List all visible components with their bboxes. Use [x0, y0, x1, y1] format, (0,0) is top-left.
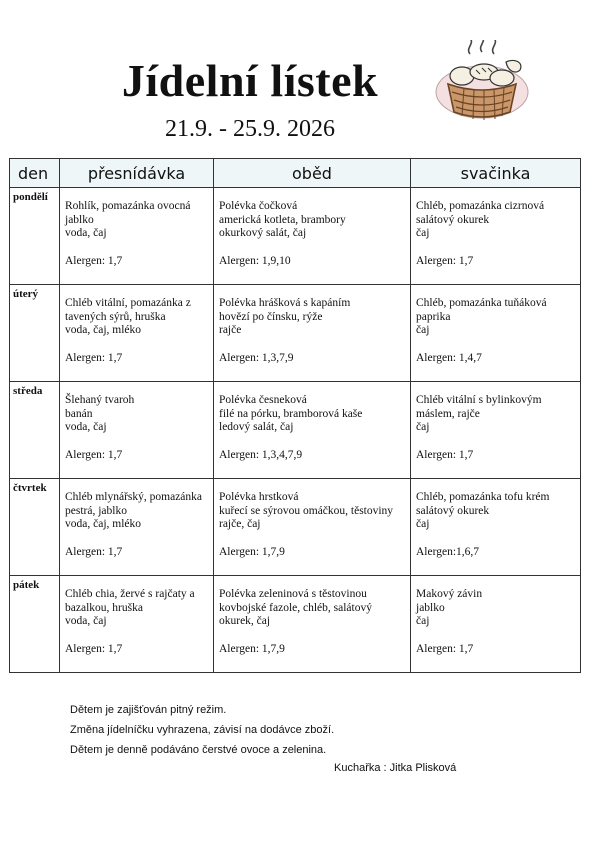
allergen-text: Alergen: 1,7	[65, 448, 123, 461]
snack-cell	[60, 285, 214, 382]
table-row	[10, 576, 581, 673]
menu-line: voda, čaj, mléko	[65, 324, 142, 336]
menu-line: Polévka česneková	[219, 394, 307, 406]
allergen-text: Alergen: 1,7,9	[219, 642, 285, 655]
menu-line: salátový okurek	[416, 213, 490, 226]
allergen-text: Alergen: 1,7	[65, 254, 123, 267]
menu-line: rajče, čaj	[219, 518, 261, 530]
menu-line: bazalkou, hruška	[65, 601, 143, 614]
menu-line: voda, čaj	[65, 615, 107, 627]
afternoon-cell	[411, 382, 581, 479]
notes-section	[70, 700, 334, 760]
table-row	[10, 188, 581, 285]
menu-line: filé na pórku, bramborová kaše	[219, 407, 363, 420]
menu-line: Rohlík, pomazánka ovocná	[65, 200, 191, 212]
allergen-text: Alergen: 1,4,7	[416, 351, 482, 364]
menu-line: jablko	[416, 601, 445, 614]
menu-line: Chléb mlynářský, pomazánka	[65, 491, 203, 503]
menu-line: Chléb vitální s bylinkovým	[416, 394, 542, 406]
column-header-lunch: oběd	[214, 159, 411, 188]
day-label: pátek	[10, 576, 60, 673]
allergen-text: Alergen:1,6,7	[416, 545, 480, 558]
snack-cell	[60, 188, 214, 285]
page-title: Jídelní lístek	[121, 55, 379, 106]
allergen-text: Alergen: 1,7	[65, 642, 123, 655]
menu-line: ledový salát, čaj	[219, 421, 294, 433]
menu-line: okurek, čaj	[219, 615, 271, 627]
menu-line: Chléb, pomazánka tofu krém	[416, 491, 550, 503]
allergen-text: Alergen: 1,7	[65, 545, 123, 558]
day-label: pondělí	[10, 188, 60, 285]
menu-line: paprika	[416, 310, 451, 323]
allergen-text: Alergen: 1,3,4,7,9	[219, 448, 303, 461]
day-label: čtvrtek	[10, 479, 60, 576]
menu-line: čaj	[416, 615, 430, 627]
allergen-text: Alergen: 1,7	[416, 642, 474, 655]
menu-line: tavených sýrů, hruška	[65, 310, 166, 323]
menu-line: voda, čaj	[65, 421, 107, 433]
afternoon-cell	[411, 188, 581, 285]
snack-cell	[60, 576, 214, 673]
menu-line: Polévka hrstková	[219, 491, 299, 503]
snack-cell	[60, 479, 214, 576]
menu-line: voda, čaj, mléko	[65, 518, 142, 530]
menu-line: jablko	[65, 213, 94, 226]
menu-line: Chléb chia, žervé s rajčaty a	[65, 588, 195, 600]
note-text: Dětem je zajišťován pitný režim.	[70, 704, 227, 716]
date-range: 21.9. - 25.9. 2026	[165, 116, 335, 142]
menu-line: Chléb, pomazánka cizrnová	[416, 200, 545, 212]
menu-table	[9, 158, 581, 673]
menu-line: americká kotleta, brambory	[219, 213, 346, 226]
menu-line: banán	[65, 407, 93, 420]
table-row	[10, 382, 581, 479]
allergen-text: Alergen: 1,7,9	[219, 545, 285, 558]
lunch-cell	[214, 576, 411, 673]
afternoon-cell	[411, 285, 581, 382]
menu-line: rajče	[219, 324, 242, 336]
allergen-text: Alergen: 1,7	[416, 448, 474, 461]
menu-line: kuřecí se sýrovou omáčkou, těstoviny	[219, 504, 394, 517]
menu-line: Polévka zeleninová s těstovinou	[219, 588, 367, 600]
menu-line: čaj	[416, 324, 430, 336]
allergen-text: Alergen: 1,7	[65, 351, 123, 364]
menu-line: Šlehaný tvaroh	[65, 394, 135, 406]
lunch-cell	[214, 188, 411, 285]
table-header-row	[10, 159, 581, 188]
snack-cell	[60, 382, 214, 479]
note-text: Dětem je denně podáváno čerstvé ovoce a zelenina.	[70, 744, 327, 756]
afternoon-cell	[411, 576, 581, 673]
lunch-cell	[214, 285, 411, 382]
column-header-afternoon: svačinka	[411, 159, 581, 188]
day-label: úterý	[10, 285, 60, 382]
menu-line: kovbojské fazole, chléb, salátový	[219, 601, 372, 614]
afternoon-cell	[411, 479, 581, 576]
column-header-day: den	[10, 159, 60, 188]
menu-line: voda, čaj	[65, 227, 107, 239]
menu-line: Polévka hrášková s kapáním	[219, 297, 351, 309]
allergen-text: Alergen: 1,3,7,9	[219, 351, 294, 364]
lunch-cell	[214, 479, 411, 576]
menu-line: salátový okurek	[416, 504, 490, 517]
bread-basket-icon	[432, 40, 532, 124]
menu-line: čaj	[416, 421, 430, 433]
menu-line: Chléb vitální, pomazánka z	[65, 297, 191, 309]
lunch-cell	[214, 382, 411, 479]
cook-signature: Kuchařka : Jitka Plisková	[334, 762, 457, 774]
menu-line: Polévka čočková	[219, 200, 298, 212]
note-text: Změna jídelníčku vyhrazena, závisí na dodávce zboží.	[70, 724, 335, 736]
menu-line: hovězí po čínsku, rýže	[219, 310, 323, 323]
column-header-snack: přesnídávka	[60, 159, 214, 188]
allergen-text: Alergen: 1,9,10	[219, 254, 291, 267]
table-row	[10, 285, 581, 382]
menu-line: čaj	[416, 518, 430, 530]
menu-line: okurkový salát, čaj	[219, 227, 307, 239]
menu-line: Makový závin	[416, 588, 483, 600]
menu-line: máslem, rajče	[416, 407, 480, 420]
table-row	[10, 479, 581, 576]
menu-line: Chléb, pomazánka tuňáková	[416, 297, 547, 309]
day-label: středa	[10, 382, 60, 479]
allergen-text: Alergen: 1,7	[416, 254, 474, 267]
menu-line: pestrá, jablko	[65, 504, 127, 517]
menu-line: čaj	[416, 227, 430, 239]
